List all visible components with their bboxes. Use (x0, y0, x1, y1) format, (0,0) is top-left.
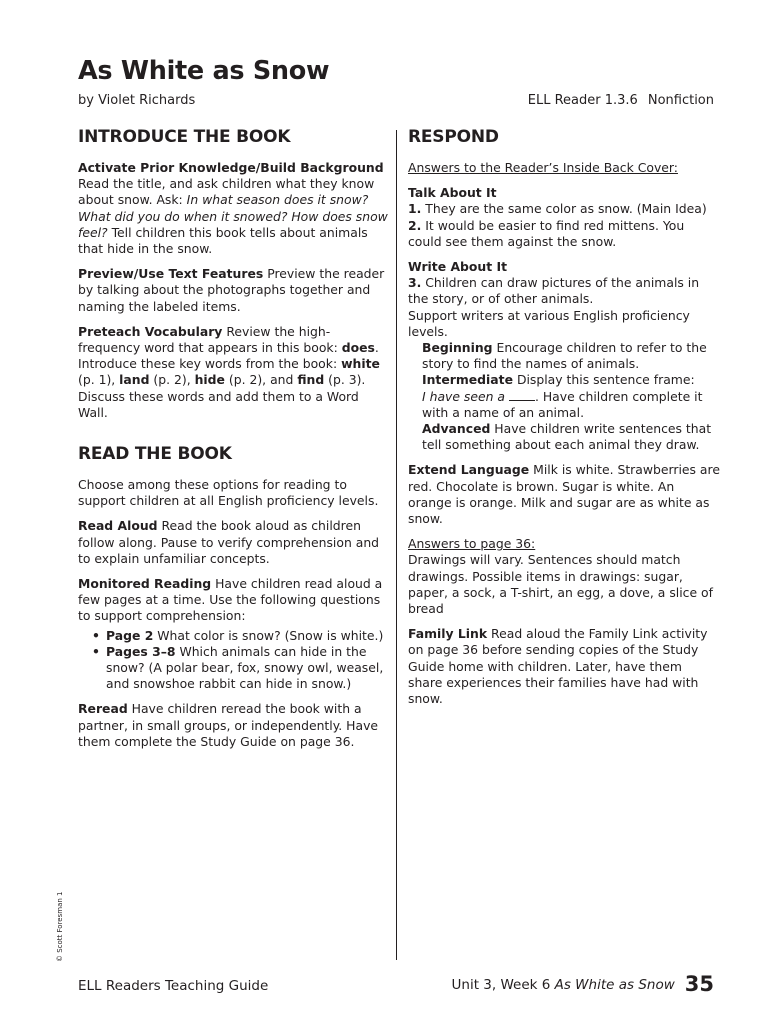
level-intermediate: Intermediate Display this sentence frame: I have seen a . Have children complete it with a name of an animal. (422, 372, 703, 420)
footer-page-info (452, 972, 714, 996)
paragraph-preview: Preview/Use Text Features Preview the reader by talking about the photographs together and naming the labeled items. (78, 266, 385, 314)
italic-questions: In what season does it snow? What did you do when it snowed? How does snow feel? (78, 192, 388, 240)
section-heading-read: READ THE BOOK (78, 444, 232, 465)
list-item: • Page 2 What color is snow? (Snow is white.) (98, 628, 388, 644)
answers-page-36 (408, 536, 720, 617)
answer-3: 3. Children can draw pictures of the animals in the story, or of other animals. (408, 275, 700, 307)
byline: by Violet Richards (78, 93, 196, 108)
paragraph-read-aloud: Read Aloud Read the book aloud as children follow along. Pause to verify comprehension and to explain unfamiliar concepts. (78, 518, 380, 566)
frame-blank (509, 389, 535, 401)
write-about-it (408, 259, 720, 453)
write-heading: Write About It (408, 259, 508, 275)
paragraph-extend-language: Extend Language Milk is white. Strawberries are red. Chocolate is brown. Sugar is white. An orange is orange. Milk and sugar are as white as snow. (408, 462, 720, 527)
footer-book-title: As White as Snow (554, 977, 675, 993)
term-preview: Preview/Use Text Features (78, 266, 264, 282)
level-advanced: Advanced Have children write sentences that tell something about each animal they draw. (422, 421, 712, 453)
page-title: As White as Snow (78, 56, 330, 86)
vocab-word: does (341, 340, 375, 356)
term-family-link: Family Link (408, 626, 488, 642)
sentence-frame: I have seen a (422, 388, 506, 404)
answers-inside-cover-label: Answers to the Reader’s Inside Back Cover: (408, 160, 678, 175)
answer-2: 2. It would be easier to find red mittens. You could see them against the snow. (408, 217, 685, 249)
term-read-aloud: Read Aloud (78, 518, 158, 534)
list-item: • Pages 3–8 Which animals can hide in the snow? (A polar bear, fox, snowy owl, weasel, and snowshoe rabbit can hide in snow.) (98, 644, 388, 693)
footer-unit: Unit 3, Week 6 (451, 977, 551, 993)
talk-about-it (408, 185, 720, 250)
footer-guide-title: ELL Readers Teaching Guide (78, 978, 269, 994)
talk-heading: Talk About It (408, 185, 497, 201)
term-extend: Extend Language (408, 462, 530, 478)
right-column (408, 126, 720, 716)
term-monitored: Monitored Reading (78, 576, 212, 592)
column-divider (396, 130, 397, 960)
vocab-word: find (297, 372, 325, 388)
term-activate: Activate Prior Knowledge/Build Background (78, 160, 384, 175)
answers-page-36-text: Drawings will vary. Sentences should match drawings. Possible items in drawings: sugar, paper, a sock, a T-shirt, an egg, a dove, a slice of bread (408, 552, 713, 617)
left-column (78, 126, 388, 759)
support-writers: Support writers at various English proficiency levels. (408, 307, 690, 339)
copyright-notice: © Scott Foresman 1 (56, 891, 64, 962)
question-list (78, 628, 388, 693)
term-preteach: Preteach Vocabulary (78, 323, 223, 339)
vocab-word: white (341, 356, 380, 372)
vocab-word: hide (194, 372, 225, 388)
paragraph-read-intro: Choose among these options for reading to support children at all English proficiency levels. (78, 477, 379, 509)
paragraph-reread: Reread Have children reread the book with a partner, in small groups, or independently. Have them complete the Study Guide on page 36. (78, 701, 379, 749)
page-number: 35 (684, 972, 714, 996)
paragraph-activate-prior-knowledge: Activate Prior Knowledge/Build Background Read the title, and ask children what they know about snow. Ask: In what season does it snow? What did you do when it snowed? How does snow feel? Tell children this book tells about animals that hide in the snow. (78, 160, 388, 257)
answer-1: 1. They are the same color as snow. (Main Idea) (408, 201, 707, 217)
genre-label: Nonfiction (647, 93, 714, 108)
paragraph-monitored-reading: Monitored Reading Have children read aloud a few pages at a time. Use the following questions to support comprehension: (78, 576, 383, 624)
section-heading-respond: RESPOND (408, 127, 499, 147)
reader-id: ELL Reader 1.3.6 (527, 93, 638, 108)
paragraph-preteach-vocabulary: Preteach Vocabulary Review the high-frequency word that appears in this book: does. Introduce these key words from the book: white (p. 1), land (p. 2), hide (p. 2), and find (p. 3). Discuss these words and add them to a Word Wall. (78, 323, 380, 420)
answers-page-36-label: Answers to page 36: (408, 536, 536, 552)
section-heading-introduce: INTRODUCE THE BOOK (78, 127, 291, 147)
vocab-word: land (119, 372, 150, 388)
level-beginning: Beginning Encourage children to refer to the story to find the names of animals. (422, 340, 707, 372)
term-reread: Reread (78, 701, 128, 717)
reader-meta (528, 93, 714, 108)
paragraph-family-link: Family Link Read aloud the Family Link activity on page 36 before sending copies of the Study Guide home with children. Later, have them share experiences their families have had with snow. (408, 626, 708, 707)
